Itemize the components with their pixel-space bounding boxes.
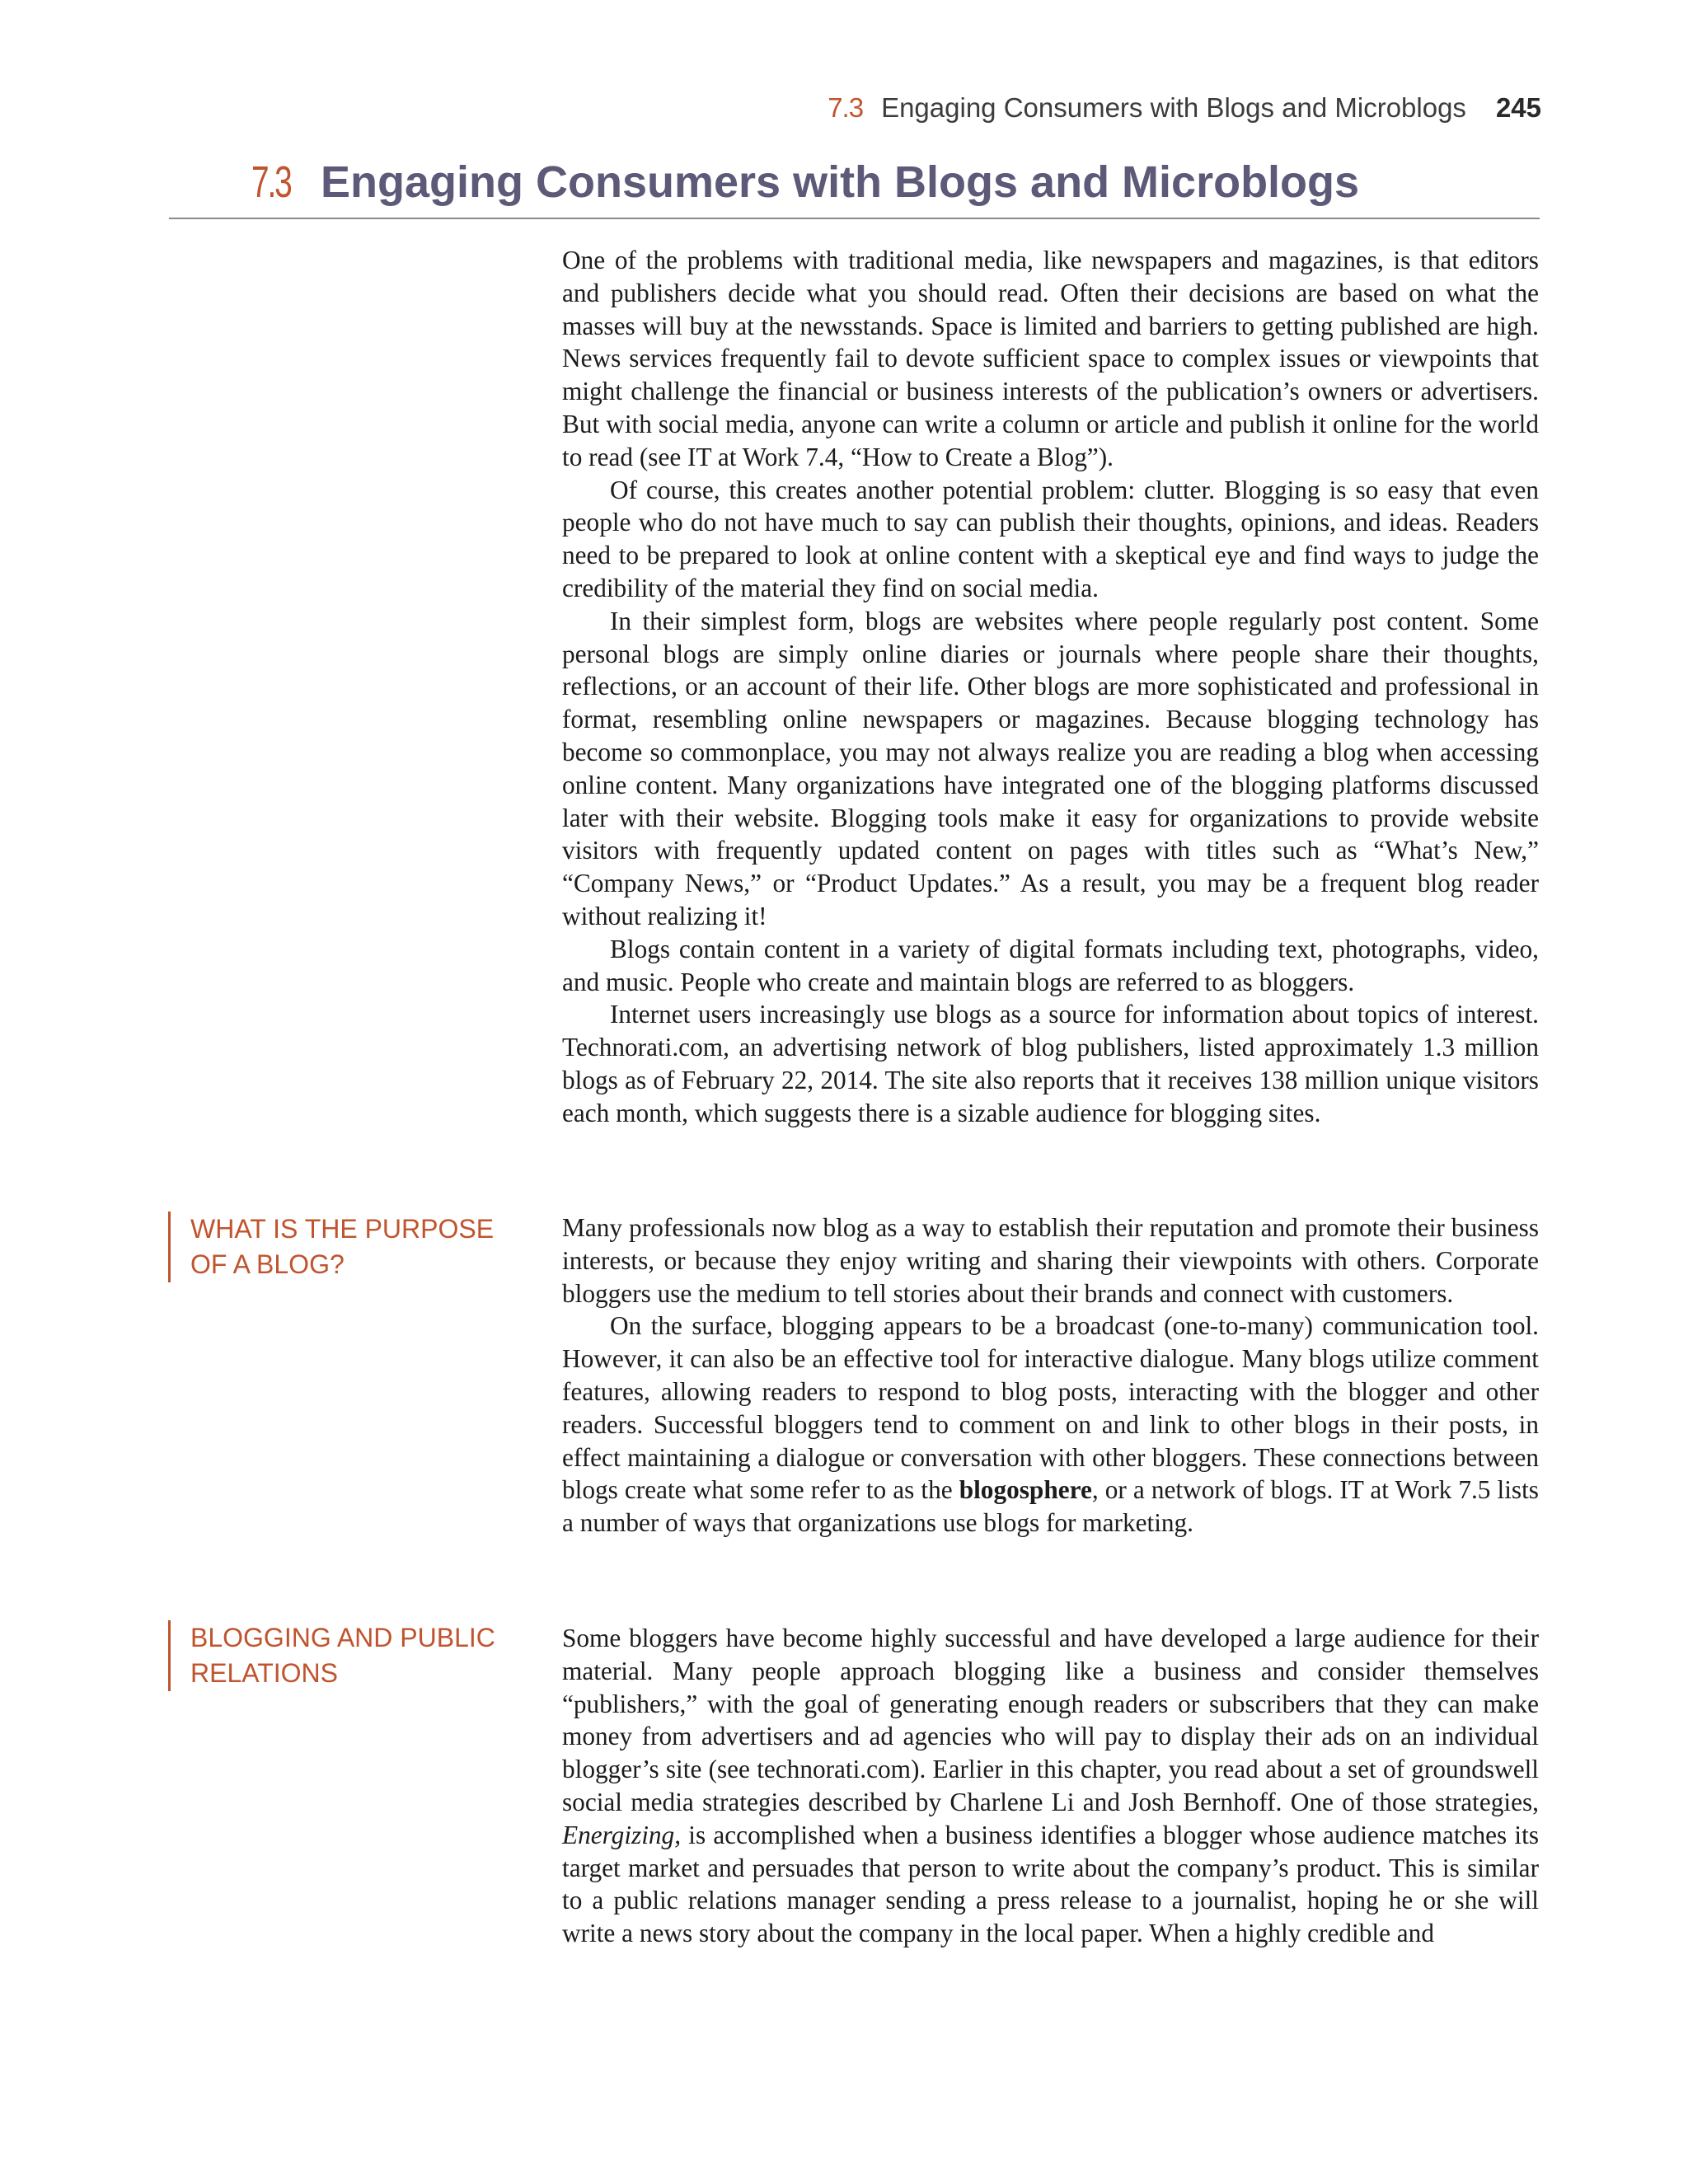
purpose-text-block xyxy=(562,1212,1539,1540)
paragraph: Internet users increasingly use blogs as a source for information about topics of interest. Technorati.com, an advertising network of blog publishers, listed approximately 1.3 million blogs as of February 22, 2014. The site also reports that it receives 138 million unique visitors each month, which suggests there is a sizable audience for blogging sites. xyxy=(562,1000,1539,1127)
key-term: blogosphere xyxy=(959,1475,1092,1505)
paragraph: Of course, this creates another potential problem: clutter. Blogging is so easy that even people who do not have much to say can publish their thoughts, opinions, and ideas. Readers need to be prepared to look at online content with a skeptical eye and find ways to judge the credibility of the material they find on social media. xyxy=(562,475,1539,602)
paragraph: Many professionals now blog as a way to establish their reputation and promote their business interests, or because they enjoy writing and sharing their viewpoints with others. Corporate bloggers use the medium to tell stories about their brands and connect with customers. xyxy=(562,1213,1539,1308)
public-relations-text-block xyxy=(562,1622,1539,1950)
margin-heading-purpose: WHAT IS THE PURPOSE OF A BLOG? xyxy=(168,1212,537,1282)
paragraph: Blogs contain content in a variety of digital formats including text, photographs, video, and music. People who create and maintain blogs are referred to as bloggers. xyxy=(562,934,1539,996)
emphasis-term: Energizing, xyxy=(562,1820,682,1849)
text-run: , or a network of blogs. IT at Work 7.5 lists a number of ways that organizations use blogs for marketing. xyxy=(562,1475,1539,1538)
title-rule xyxy=(169,218,1540,219)
text-run: On the surface, blogging appears to be a broadcast (one-to-many) communication tool. However, it can also be an effective tool for interactive dialogue. Many blogs utilize comment features, allowing readers to respond to blog posts, interacting with the blogger and other readers. Successful bloggers tend to comment on and link to other blogs in their posts, in effect maintaining a dialogue or conversation with other bloggers. These connections between blogs create what some refer to as the xyxy=(562,1311,1539,1505)
running-head xyxy=(828,92,1541,124)
section-title: Engaging Consumers with Blogs and Microblogs xyxy=(321,157,1360,207)
margin-heading-public-relations: BLOGGING AND PUBLIC RELATIONS xyxy=(168,1620,537,1691)
section-heading xyxy=(251,157,1359,208)
page-number: 245 xyxy=(1495,92,1541,123)
running-head-title: Engaging Consumers with Blogs and Microblogs xyxy=(881,92,1466,123)
section-number: 7.3 xyxy=(251,157,291,207)
paragraph xyxy=(562,1622,1539,1950)
paragraph xyxy=(562,1310,1539,1540)
running-head-section-number: 7.3 xyxy=(828,92,864,123)
text-run: is accomplished when a business identifies a blogger whose audience matches its target market and persuades that person to write about the company’s product. This is similar to a public relations manager sending a press release to a journalist, hoping he or she will write a news story about the company in the local paper. When a highly credible and xyxy=(562,1820,1539,1948)
paragraph: One of the problems with traditional media, like newspapers and magazines, is that editors and publishers decide what you should read. Often their decisions are based on what the masses will buy at the newsstands. Space is limited and barriers to getting published are high. News services frequently fail to devote sufficient space to complex issues or viewpoints that might challenge the financial or business interests of the publication’s owners or advertisers. But with social media, anyone can write a column or article and publish it online for the world to read (see IT at Work 7.4, “How to Create a Blog”). xyxy=(562,246,1539,471)
paragraph: In their simplest form, blogs are websites where people regularly post content. Some personal blogs are simply online diaries or journals where people share their thoughts, reflections, or an account of their life. Other blogs are more sophisticated and professional in format, resembling online newspapers or magazines. Because blogging technology has become so commonplace, you may not always realize you are reading a blog when accessing online content. Many organizations have integrated one of the blogging platforms discussed later with their website. Blogging tools make it easy for organizations to provide website visitors with frequently updated content on pages with titles such as “What’s New,” “Company News,” or “Product Updates.” As a result, you may be a frequent blog reader without realizing it! xyxy=(562,606,1539,930)
intro-text-block xyxy=(562,244,1539,1130)
text-run: Some bloggers have become highly successful and have developed a large audience for their material. Many people approach blogging like a business and consider themselves “publishers,” with the goal of generating enough readers or subscribers that they can make money from advertisers and ad agencies who will pay to display their ads on an individual blogger’s site (see technorati.com). Earlier in this chapter, you read about a set of groundswell social media strategies described by Charlene Li and Josh Bernhoff. One of those strategies, xyxy=(562,1624,1539,1816)
